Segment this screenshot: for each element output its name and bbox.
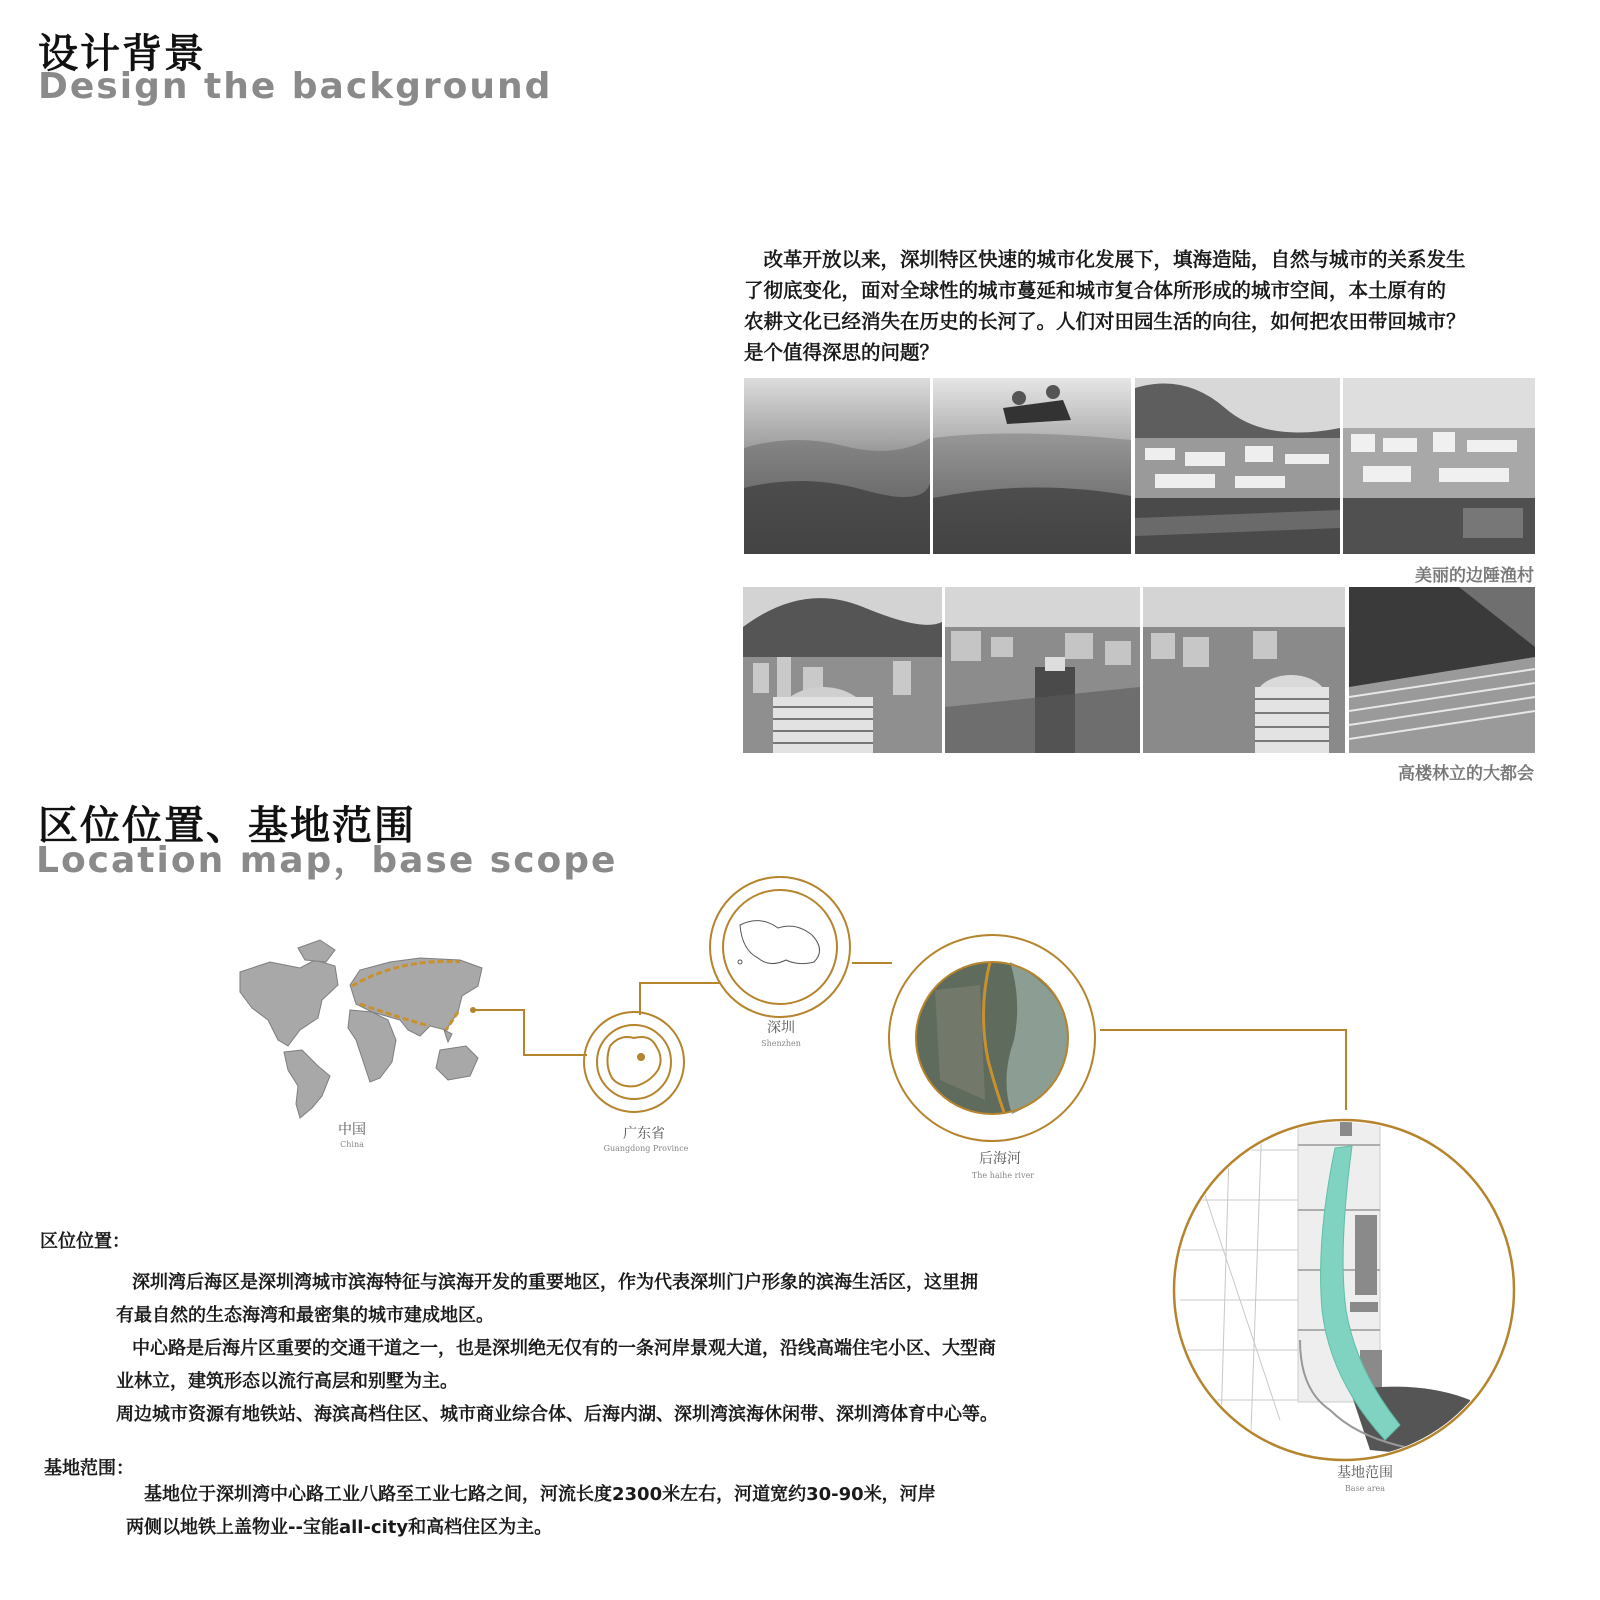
label-shenzhen-cn: 深圳 (767, 1020, 795, 1036)
guangdong-circle (584, 1012, 684, 1112)
shenzhen-circle (710, 877, 850, 1017)
section-title-background: 设计背景 (38, 31, 206, 77)
section-subtitle-location: Location map，base scope (36, 840, 618, 881)
base-line: 两侧以地铁上盖物业--宝能all-city和高档住区为主。 (126, 1517, 553, 1538)
label-china-cn: 中国 (338, 1122, 366, 1138)
paragraph-line: 了彻底变化，面对全球性的城市蔓延和城市复合体所形成的城市空间，本土原有的 (744, 279, 1447, 302)
section-title-location: 区位位置、基地范围 (38, 803, 416, 849)
paragraph-line: 是个值得深思的问题？ (744, 341, 940, 364)
section-subtitle-background: Design the background (38, 66, 553, 107)
base-area-circle (1174, 1112, 1514, 1460)
label-china-en: China (340, 1140, 364, 1149)
connector-lines (473, 963, 1346, 1110)
label-guangdong-en: Guangdong Province (603, 1144, 689, 1153)
label-river-en: The haihe river (971, 1171, 1035, 1180)
label-base-en: Base area (1344, 1484, 1386, 1493)
base-line: 基地位于深圳湾中心路工业八路至工业七路之间，河流长度2300米左右，河道宽约30-90米，河岸 (144, 1484, 936, 1505)
base-paragraph (126, 1478, 1126, 1544)
river-circle (889, 935, 1095, 1141)
label-shenzhen-en: Shenzhen (761, 1039, 801, 1048)
location-line: 周边城市资源有地铁站、海滨高档住区、城市商业综合体、后海内湖、深圳湾滨海休闲带、深圳湾体育中心等。 (116, 1404, 998, 1425)
label-river-cn: 后海河 (979, 1151, 1021, 1167)
location-label: 区位位置： (40, 1231, 130, 1252)
label-base-cn: 基地范围 (1337, 1465, 1393, 1481)
location-line: 业林立，建筑形态以流行高层和别墅为主。 (116, 1371, 458, 1392)
caption-metropolis: 高楼林立的大都会 (1398, 764, 1534, 784)
location-line: 有最自然的生态海湾和最密集的城市建成地区。 (116, 1305, 494, 1326)
location-line: 深圳湾后海区是深圳湾城市滨海特征与滨海开发的重要地区，作为代表深圳门户形象的滨海生活区，这里拥 (132, 1272, 978, 1293)
label-guangdong-cn: 广东省 (623, 1126, 665, 1142)
location-paragraph (116, 1266, 1186, 1431)
paragraph-line: 改革开放以来，深圳特区快速的城市化发展下，填海造陆，自然与城市的关系发生 (744, 248, 1466, 271)
caption-fishing-village: 美丽的边陲渔村 (1415, 566, 1534, 586)
location-line: 中心路是后海片区重要的交通干道之一，也是深圳绝无仅有的一条河岸景观大道，沿线高端住宅小区、大型商 (132, 1338, 996, 1359)
world-map (240, 940, 482, 1118)
paragraph-line: 农耕文化已经消失在历史的长河了。人们对田园生活的向往，如何把农田带回城市？ (744, 310, 1466, 333)
base-label: 基地范围： (44, 1458, 134, 1479)
